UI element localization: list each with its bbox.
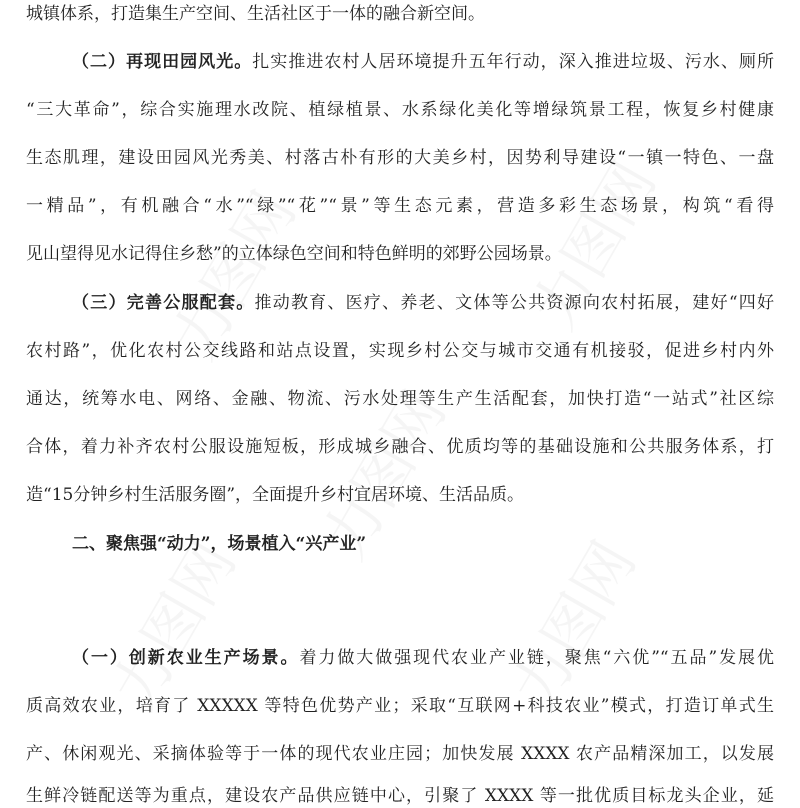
paragraph-line bbox=[72, 646, 774, 670]
paragraph-line: 生态肌理，建设田园风光秀美、村落古朴有形的大美乡村，因势利导建设“一镇一特色、一盘 bbox=[26, 148, 774, 168]
paragraph-line: 通达，统筹水电、网络、金融、物流、污水处理等生产生活配套，加快打造“一站式”社区综 bbox=[26, 389, 774, 409]
paragraph-line bbox=[72, 291, 774, 315]
paragraph-line: 合体，着力补齐农村公服设施短板，形成城乡融合、优质均等的基础设施和公共服务体系，打 bbox=[26, 437, 774, 457]
section-title: 二、聚焦强“动力”，场景植入“兴产业” bbox=[72, 534, 367, 554]
paragraph-text: 着力做大做强现代农业产业链，聚焦“六优”“五品”发展优 bbox=[299, 648, 775, 668]
paragraph-heading: （三）完善公服配套。 bbox=[72, 293, 255, 313]
paragraph-heading: （二）再现田园风光。 bbox=[72, 52, 253, 72]
paragraph-line: “三大革命”，综合实施理水改院、植绿植景、水系绿化美化等增绿筑景工程，恢复乡村健康 bbox=[26, 100, 774, 120]
paragraph-line: 城镇体系，打造集生产空间、生活社区于一体的融合新空间。 bbox=[26, 4, 485, 24]
paragraph-line: 造“15分钟乡村生活服务圈”，全面提升乡村宜居环境、生活品质。 bbox=[26, 485, 525, 505]
paragraph-line: 农村路”，优化农村公交线路和站点设置，实现乡村公交与城市交通有机接驳，促进乡村内外 bbox=[26, 341, 774, 361]
paragraph-line: 质高效农业，培育了 XXXXX 等特色优势产业；采取“互联网+科技农业”模式，打造订单式生 bbox=[26, 696, 774, 716]
paragraph-heading: （一）创新农业生产场景。 bbox=[72, 648, 300, 668]
paragraph-line: 一精品”，有机融合“水”“绿”“花”“景”等生态元素，营造多彩生态场景，构筑“看得 bbox=[26, 196, 774, 216]
paragraph-line bbox=[72, 50, 774, 74]
paragraph-line: 产、休闲观光、采摘体验等于一体的现代农业庄园；加快发展 XXXX 农产品精深加工，以发展 bbox=[26, 744, 774, 764]
paragraph-line: 见山望得见水记得住乡愁”的立体绿色空间和特色鲜明的郊野公园场景。 bbox=[26, 244, 562, 264]
paragraph-line: 生鲜冷链配送等为重点，建设农产品供应链中心，引聚了 XXXX 等一批优质目标龙头企业，延 bbox=[26, 786, 774, 806]
paragraph-text: 推动教育、医疗、养老、文体等公共资源向农村拓展，建好“四好 bbox=[254, 293, 774, 313]
paragraph-text: 扎实推进农村人居环境提升五年行动，深入推进垃圾、污水、厕所 bbox=[252, 52, 775, 72]
